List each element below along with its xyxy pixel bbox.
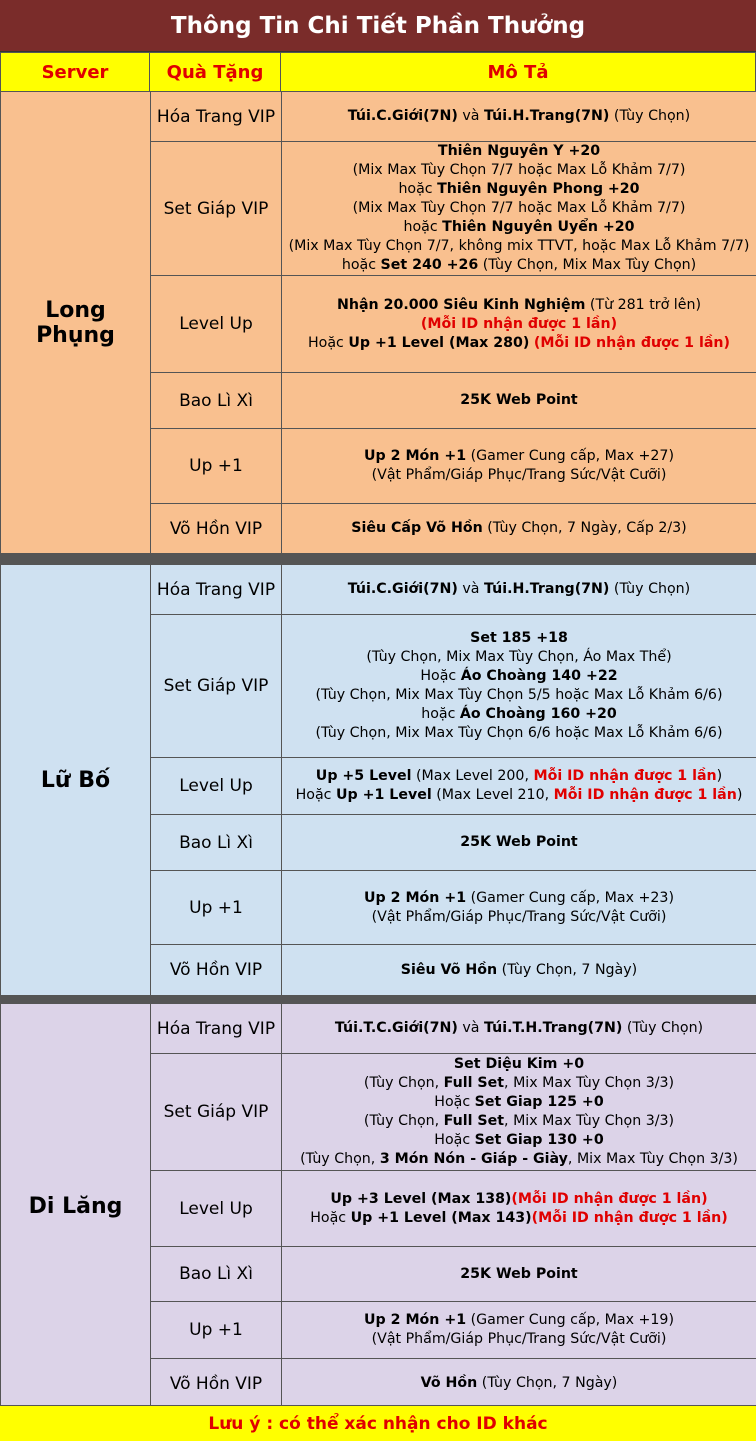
description-text: (Mix Max Tùy Chọn 7/7 hoặc Max Lỗ Khảm 7/7) — [352, 200, 686, 216]
description-line — [284, 1311, 754, 1330]
gift-name: Level Up — [151, 276, 282, 373]
description-line — [284, 786, 754, 805]
reward-item: 25K Web Point — [460, 392, 578, 408]
gift-name: Hóa Trang VIP — [151, 565, 282, 615]
description-line — [284, 296, 754, 315]
description-line — [284, 1374, 754, 1393]
description-line — [284, 889, 754, 908]
reward-item: Túi.T.C.Giới(7N) — [334, 1020, 458, 1036]
description-text: hoặc — [341, 257, 381, 273]
gift-description — [282, 615, 756, 758]
description-text: Hoặc — [310, 1209, 351, 1226]
gift-description — [282, 1004, 756, 1054]
description-text: (Tùy Chọn) — [609, 108, 691, 124]
gift-name: Bao Lì Xì — [151, 815, 282, 871]
description-text: , Mix Max Tùy Chọn 3/3) — [504, 1075, 675, 1091]
gift-name: Võ Hồn VIP — [151, 504, 282, 554]
gift-description — [282, 1054, 756, 1171]
header-server: Server — [0, 52, 150, 92]
description-text: hoặc — [398, 181, 438, 197]
description-text: (Gamer Cung cấp, Max +23) — [466, 889, 674, 906]
gift-description — [282, 1247, 756, 1302]
description-text: hoặc — [421, 706, 460, 722]
description-text: Hoặc — [295, 787, 336, 803]
gift-description — [282, 565, 756, 615]
description-text: (Gamer Cung cấp, Max +27) — [466, 448, 674, 464]
gift-name: Set Giáp VIP — [151, 142, 282, 276]
description-line — [284, 724, 754, 743]
description-line — [284, 256, 754, 275]
description-line — [284, 1330, 754, 1349]
gift-name: Up +1 — [151, 429, 282, 504]
reward-item: Võ Hồn — [420, 1375, 478, 1391]
reward-item: Set Diệu Kim +0 — [453, 1056, 585, 1072]
server-name: Di Lăng — [1, 1004, 151, 1409]
server-name: Long Phụng — [1, 92, 151, 554]
reward-item: 25K Web Point — [460, 1265, 578, 1282]
gift-name: Hóa Trang VIP — [151, 1004, 282, 1054]
gift-description — [282, 1359, 756, 1409]
description-text: (Tùy Chọn, Mix Max Tùy Chọn, Áo Max Thể) — [366, 649, 672, 665]
description-text: và — [457, 1020, 485, 1036]
description-text: (Tùy Chọn, — [363, 1075, 444, 1091]
description-line — [284, 519, 754, 538]
description-line — [284, 107, 754, 126]
description-line — [284, 218, 754, 237]
gift-name: Hóa Trang VIP — [151, 92, 282, 142]
description-line — [284, 1209, 754, 1228]
reward-item: Túi.H.Trang(7N) — [484, 581, 610, 597]
description-text: ) — [716, 768, 723, 784]
gift-name: Bao Lì Xì — [151, 1247, 282, 1302]
description-text: , Mix Max Tùy Chọn 3/3) — [504, 1113, 675, 1129]
gift-description — [282, 945, 756, 996]
description-text: Hoặc — [434, 1094, 475, 1110]
gift-name: Level Up — [151, 758, 282, 815]
limit-note: (Mỗi ID nhận được 1 lần) — [533, 334, 731, 351]
description-line — [284, 142, 754, 161]
description-line — [284, 1131, 754, 1150]
limit-note: Mỗi ID nhận được 1 lần — [533, 768, 717, 784]
reward-item: Siêu Cấp Võ Hồn — [351, 520, 483, 536]
description-text: (Tùy Chọn, Mix Max Tùy Chọn 6/6 hoặc Max Lỗ Khảm 6/6) — [315, 725, 723, 741]
description-text: (Tùy Chọn, — [300, 1151, 380, 1167]
limit-note: (Mỗi ID nhận được 1 lần) — [420, 315, 618, 332]
description-line — [284, 961, 754, 980]
reward-item: Nhận 20.000 Siêu Kinh Nghiệm — [336, 296, 586, 313]
server-name: Lữ Bố — [1, 565, 151, 996]
description-line — [284, 1074, 754, 1093]
description-line — [284, 1019, 754, 1038]
table-row — [1, 565, 756, 615]
reward-item: Áo Choàng 160 +20 — [459, 706, 617, 722]
reward-item: Set 185 +18 — [470, 630, 568, 646]
limit-note: (Mỗi ID nhận được 1 lần) — [511, 1190, 708, 1207]
description-text: (Mix Max Tùy Chọn 7/7 hoặc Max Lỗ Khảm 7/7) — [352, 162, 686, 178]
description-line — [284, 1190, 754, 1209]
description-text: hoặc — [403, 219, 443, 235]
description-line — [284, 466, 754, 485]
description-text: và — [457, 581, 485, 597]
gift-description — [282, 815, 756, 871]
reward-item: Up 2 Món +1 — [364, 448, 467, 464]
table-row — [1, 92, 756, 142]
description-line — [284, 161, 754, 180]
description-text: (Tùy Chọn, 7 Ngày) — [497, 961, 638, 978]
description-line — [284, 667, 754, 686]
gift-name: Up +1 — [151, 871, 282, 945]
description-line — [284, 237, 754, 256]
reward-item: 3 Món Nón - Giáp - Giày — [379, 1151, 568, 1167]
description-line — [284, 705, 754, 724]
reward-item: Set Giap 125 +0 — [474, 1094, 604, 1110]
description-text: (Vật Phẩm/Giáp Phục/Trang Sức/Vật Cưỡi) — [371, 908, 667, 925]
description-line — [284, 447, 754, 466]
reward-item: Up +1 Level (Max 143) — [350, 1209, 532, 1226]
description-text: ) — [736, 787, 743, 803]
footer-note: Lưu ý : có thể xác nhận cho ID khác — [0, 1405, 756, 1441]
description-text: , Mix Max Tùy Chọn 3/3) — [567, 1151, 738, 1167]
reward-item: Up 2 Món +1 — [364, 889, 467, 906]
gift-name: Võ Hồn VIP — [151, 945, 282, 996]
description-text: (Tùy Chọn, Mix Max Tùy Chọn) — [478, 257, 697, 273]
gift-description — [282, 276, 756, 373]
limit-note: Mỗi ID nhận được 1 lần — [553, 787, 737, 803]
gift-name: Bao Lì Xì — [151, 373, 282, 429]
description-line — [284, 1055, 754, 1074]
reward-item: Áo Choàng 140 +22 — [460, 668, 618, 684]
gift-description — [282, 758, 756, 815]
gift-description — [282, 504, 756, 554]
gift-name: Up +1 — [151, 1302, 282, 1359]
description-text: (Gamer Cung cấp, Max +19) — [466, 1312, 674, 1328]
description-line — [284, 1150, 754, 1169]
reward-item: Túi.H.Trang(7N) — [484, 108, 610, 124]
header-description: Mô Tả — [280, 52, 756, 92]
gift-description — [282, 871, 756, 945]
description-line — [284, 1093, 754, 1112]
server-section — [0, 91, 756, 554]
description-text: (Từ 281 trở lên) — [585, 296, 701, 313]
reward-item: Up +5 Level — [315, 768, 412, 784]
gift-name: Võ Hồn VIP — [151, 1359, 282, 1409]
reward-item: Up +1 Level — [335, 787, 432, 803]
reward-item: Thiên Nguyên Uyển +20 — [442, 219, 635, 235]
description-line — [284, 180, 754, 199]
reward-item: Full Set — [443, 1075, 505, 1091]
gift-description — [282, 373, 756, 429]
description-line — [284, 334, 754, 353]
description-line — [284, 908, 754, 927]
description-text: (Tùy Chọn) — [622, 1020, 704, 1036]
reward-item: Túi.T.H.Trang(7N) — [484, 1020, 623, 1036]
description-line — [284, 648, 754, 667]
description-text: (Tùy Chọn, 7 Ngày) — [477, 1375, 618, 1391]
description-text: (Vật Phẩm/Giáp Phục/Trang Sức/Vật Cưỡi) — [371, 1331, 667, 1347]
gift-name: Set Giáp VIP — [151, 1054, 282, 1171]
gift-name: Set Giáp VIP — [151, 615, 282, 758]
description-text: (Tùy Chọn, 7 Ngày, Cấp 2/3) — [482, 520, 687, 536]
description-text: (Vật Phẩm/Giáp Phục/Trang Sức/Vật Cưỡi) — [371, 467, 667, 483]
gift-description — [282, 142, 756, 276]
limit-note: (Mỗi ID nhận được 1 lần) — [531, 1209, 728, 1226]
reward-item: Full Set — [443, 1113, 505, 1129]
header-gift: Quà Tặng — [149, 52, 281, 92]
gift-description — [282, 429, 756, 504]
description-line — [284, 1112, 754, 1131]
reward-item: Túi.C.Giới(7N) — [347, 108, 458, 124]
table-row — [1, 1004, 756, 1054]
gift-description — [282, 1302, 756, 1359]
description-line — [284, 629, 754, 648]
description-line — [284, 580, 754, 599]
description-text: (Tùy Chọn) — [609, 581, 691, 597]
description-text: (Mix Max Tùy Chọn 7/7, không mix TTVT, hoặc Max Lỗ Khảm 7/7) — [288, 238, 750, 254]
reward-item: Set Giap 130 +0 — [474, 1132, 604, 1148]
server-section — [0, 1003, 756, 1409]
description-text: và — [457, 108, 485, 124]
description-line — [284, 199, 754, 218]
reward-item: Túi.C.Giới(7N) — [347, 581, 458, 597]
description-line — [284, 315, 754, 334]
description-text: (Max Level 210, — [431, 787, 554, 803]
reward-item: Up +3 Level (Max 138) — [330, 1190, 512, 1207]
reward-item: 25K Web Point — [460, 834, 578, 850]
description-text: Hoặc — [434, 1132, 475, 1148]
description-line — [284, 1265, 754, 1284]
reward-item: Up +1 Level (Max 280) — [348, 334, 530, 351]
gift-name: Level Up — [151, 1171, 282, 1247]
description-line — [284, 391, 754, 410]
description-text: (Tùy Chọn, Mix Max Tùy Chọn 5/5 hoặc Max Lỗ Khảm 6/6) — [315, 687, 723, 703]
reward-item: Thiên Nguyên Phong +20 — [437, 181, 640, 197]
reward-item: Set 240 +26 — [380, 257, 479, 273]
server-section — [0, 564, 756, 996]
reward-item: Up 2 Món +1 — [364, 1312, 467, 1328]
description-text: Hoặc — [420, 668, 461, 684]
gift-description — [282, 92, 756, 142]
reward-item: Thiên Nguyên Y +20 — [437, 143, 601, 159]
description-line — [284, 833, 754, 852]
reward-item: Siêu Võ Hồn — [400, 961, 498, 978]
description-text: Hoặc — [307, 334, 349, 351]
description-line — [284, 686, 754, 705]
description-text: (Max Level 200, — [411, 768, 534, 784]
gift-description — [282, 1171, 756, 1247]
description-line — [284, 767, 754, 786]
page-title: Thông Tin Chi Tiết Phần Thưởng — [0, 0, 756, 52]
description-text: (Tùy Chọn, — [363, 1113, 444, 1129]
